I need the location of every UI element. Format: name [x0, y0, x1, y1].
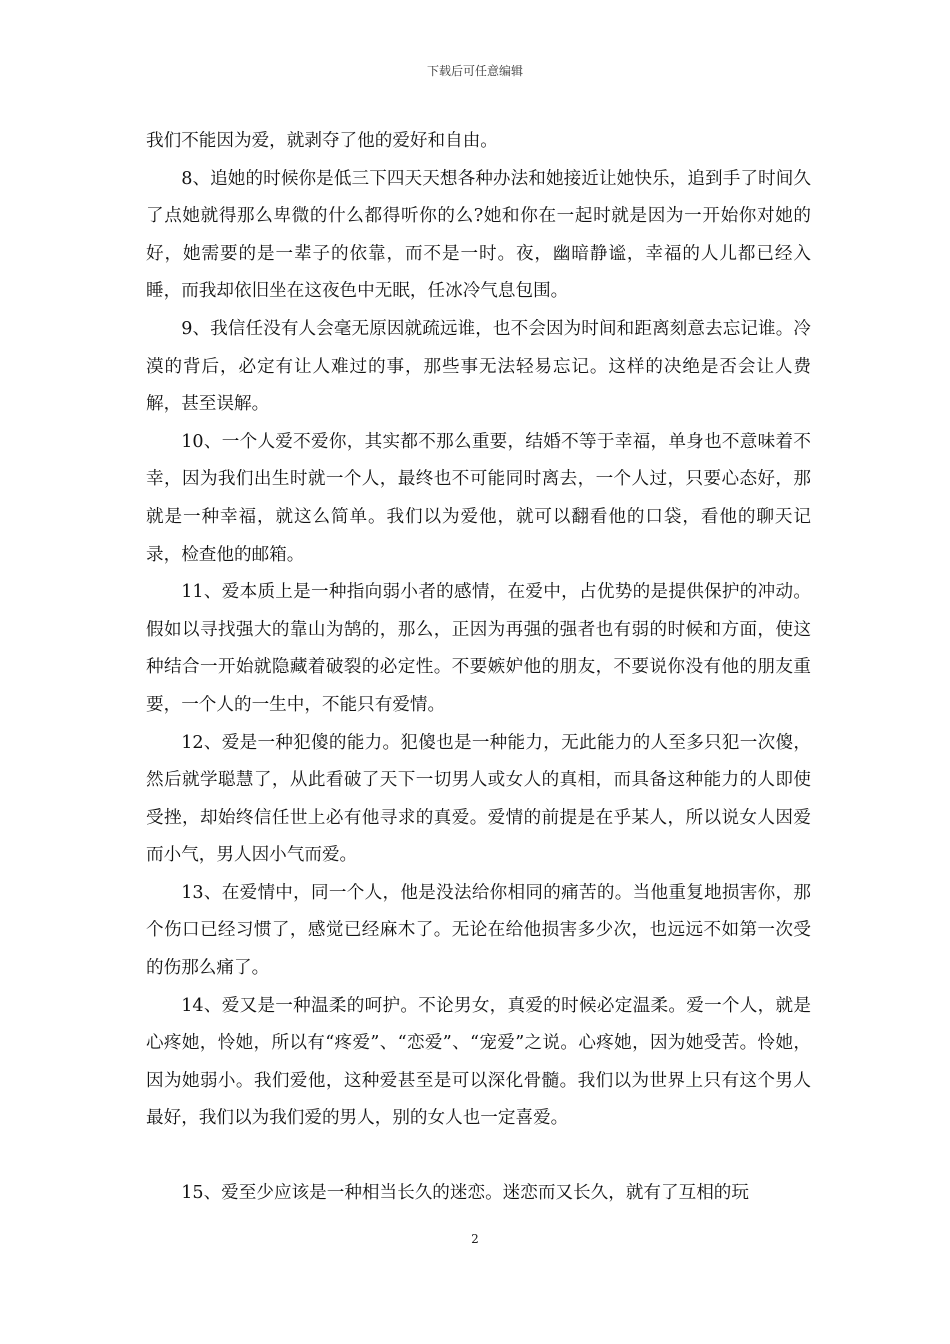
paragraph-15: 15、爱至少应该是一种相当长久的迷恋。迷恋而又长久，就有了互相的玩 [181, 1183, 749, 1204]
body-text [146, 123, 811, 1213]
paragraph-9: 9、我信任没有人会毫无原因就疏远谁，也不会因为时间和距离刻意去忘记谁。冷漠的背后，必定有让人难过的事，那些事无法轻易忘记。这样的决绝是否会让人费解，甚至误解。 [146, 318, 811, 415]
paragraph-12: 12、爱是一种犯傻的能力。犯傻也是一种能力，无此能力的人至多只犯一次傻，然后就学聪慧了，从此看破了天下一切男人或女人的真相，而具备这种能力的人即使受挫，却始终信任世上必有他寻求的真爱。爱情的前提是在乎某人，所以说女人因爱而小气，男人因小气而爱。 [146, 732, 811, 866]
page-number: 2 [471, 1232, 479, 1246]
paragraph-10: 10、一个人爱不爱你，其实都不那么重要，结婚不等于幸福，单身也不意味着不幸，因为我们出生时就一个人，最终也不可能同时离去，一个人过，只要心态好，那就是一种幸福，就这么简单。我们以为爱他，就可以翻看他的口袋，看他的聊天记录，检查他的邮箱。 [146, 431, 811, 565]
paragraph-14: 14、爱又是一种温柔的呵护。不论男女，真爱的时候必定温柔。爱一个人，就是心疼她，怜她，所以有“疼爱”、“恋爱”、“宠爱”之说。心疼她，因为她受苦。怜她，因为她弱小。我们爱他，这种爱甚至是可以深化骨髓。我们以为世界上只有这个男人最好，我们以为我们爱的男人，别的女人也一定喜爱。 [146, 995, 811, 1129]
paragraph-continuation: 我们不能因为爱，就剥夺了他的爱好和自由。 [146, 131, 498, 151]
page-header: 下载后可任意编辑 [426, 64, 523, 78]
paragraph-8: 8、追她的时候你是低三下四天天想各种办法和她接近让她快乐，追到手了时间久了点她就得那么卑微的什么都得听你的么?她和你在一起时就是因为一开始你对她的好，她需要的是一辈子的依靠，而不是一时。夜，幽暗静谧，幸福的人儿都已经入睡，而我却依旧坐在这夜色中无眠，任冰冷气息包围。 [146, 168, 811, 302]
paragraph-11: 11、爱本质上是一种指向弱小者的感情，在爱中，占优势的是提供保护的冲动。假如以寻找强大的靠山为鹄的，那么，正因为再强的强者也有弱的时候和方面，使这种结合一开始就隐藏着破裂的必定性。不要嫉妒他的朋友，不要说你没有他的朋友重要，一个人的一生中，不能只有爱情。 [146, 582, 811, 715]
paragraph-13: 13、在爱情中，同一个人，他是没法给你相同的痛苦的。当他重复地损害你，那个伤口已经习惯了，感觉已经麻木了。无论在给他损害多少次，也远远不如第一次受的伤那么痛了。 [146, 882, 811, 979]
